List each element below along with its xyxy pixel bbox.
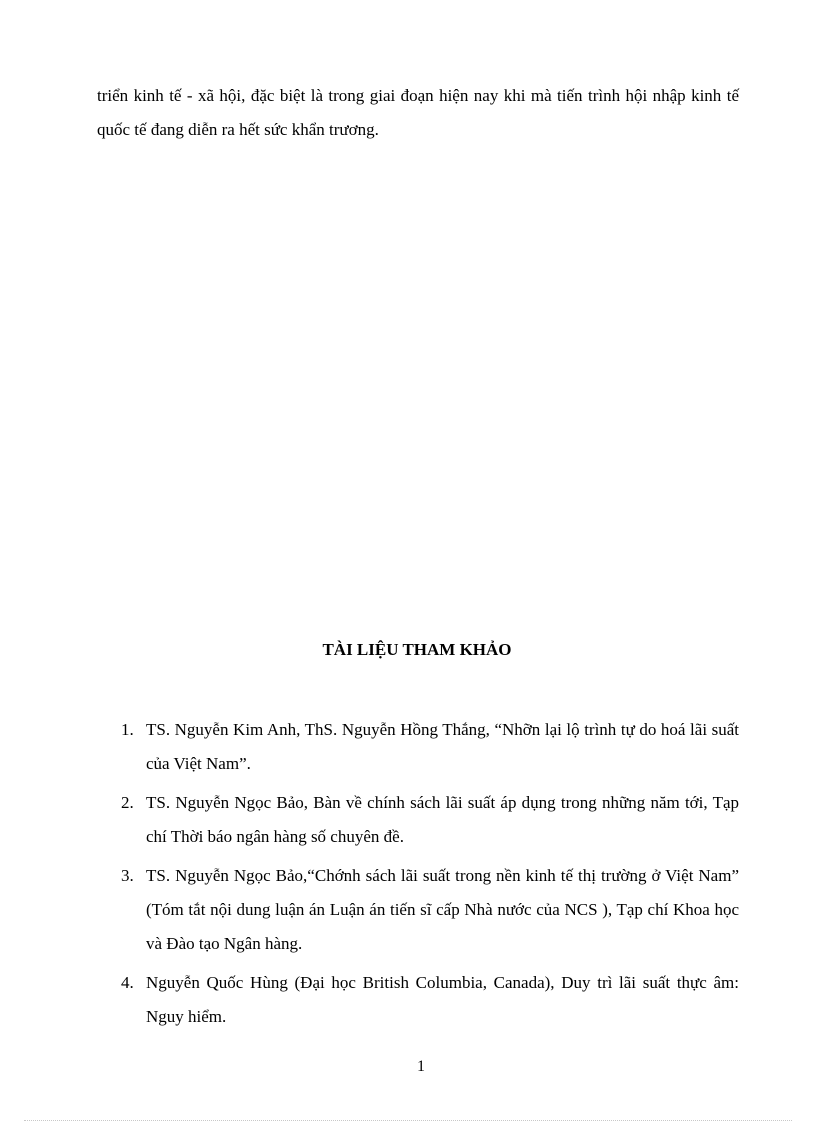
reference-item <box>121 786 739 854</box>
reference-text: TS. Nguyễn Ngọc Bảo,“Chớnh sách lãi suất trong nền kinh tế thị trường ở Việt Nam” (Tóm tắt nội dung luận án Luận án tiến sĩ cấp Nhà nước của NCS ), Tạp chí Khoa học và Đào tạo Ngân hàng. <box>146 866 739 953</box>
reference-number: 4. <box>121 973 134 992</box>
page-number: 1 <box>417 1058 425 1075</box>
reference-item <box>121 859 739 961</box>
references-heading: TÀI LIỆU THAM KHẢO <box>322 640 512 659</box>
reference-number: 2. <box>121 793 134 812</box>
reference-number: 3. <box>121 866 134 885</box>
footer-divider <box>24 1120 792 1121</box>
reference-text: TS. Nguyễn Ngọc Bảo, Bàn về chính sách lãi suất áp dụng trong những năm tới, Tạp chí Thời báo ngân hàng số chuyên đề. <box>146 793 739 846</box>
reference-text: TS. Nguyễn Kim Anh, ThS. Nguyễn Hồng Thắng, “Nhỡn lại lộ trình tự do hoá lãi suất của Việt Nam”. <box>146 720 739 773</box>
references-list <box>121 713 739 1039</box>
reference-text: Nguyễn Quốc Hùng (Đại học British Columbia, Canada), Duy trì lãi suất thực âm: Nguy hiểm. <box>146 973 739 1026</box>
reference-item <box>121 713 739 781</box>
body-paragraph: triển kinh tế - xã hội, đặc biệt là trong giai đoạn hiện nay khi mà tiến trình hội nhập kinh tế quốc tế đang diễn ra hết sức khẩn trương. <box>97 86 739 139</box>
reference-number: 1. <box>121 720 134 739</box>
reference-item <box>121 966 739 1034</box>
